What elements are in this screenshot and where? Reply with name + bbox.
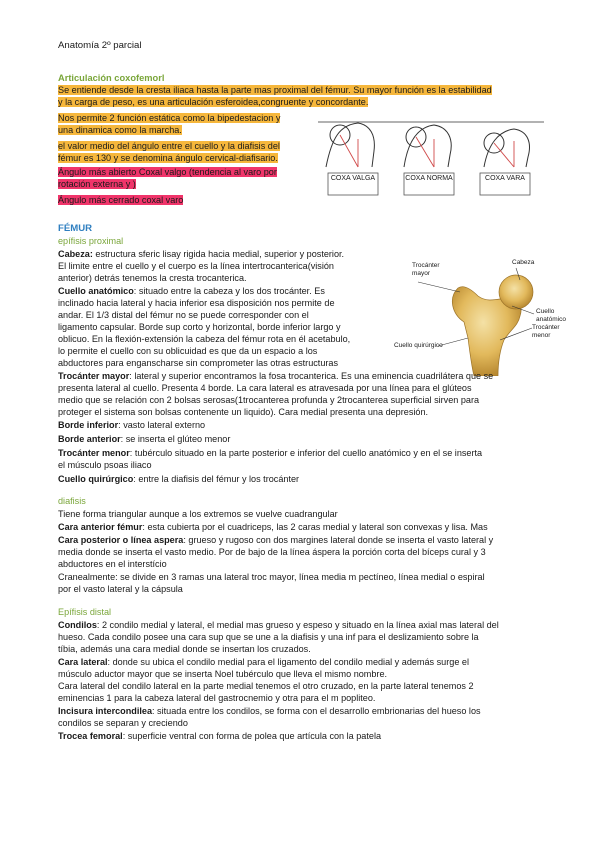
paragraph-line: Cuello anatómico: situado entre la cabeza y los dos trocánter. Es [58, 286, 325, 296]
subtitle-epifisis-proximal: epífisis proximal [58, 236, 124, 246]
femur-proximal-figure [394, 258, 564, 376]
paragraph-line: tíbia, además una cara medial donde se insertan los cruzados. [58, 644, 311, 654]
coxa-norma-label: COXA NORMA [405, 175, 453, 182]
paragraph-line: por el vasto lateral y la cápsula [58, 584, 183, 594]
paragraph-line: el músculo psoas iliaco [58, 460, 152, 470]
paragraph-line: media donde se inserta el vasto medio. Por de bajo de la línea áspera la porción corta del bíceps cural y 3 [58, 547, 486, 557]
paragraph-line: andar. El 1/3 distal del fémur no se puede corresponder con el [58, 310, 309, 320]
term-borde-inferior: Borde inferior [58, 420, 119, 430]
paragraph-line: Condilos: 2 condilo medial y lateral, el medial mas grueso y espeso y situado en la línea axial mas lateral del [58, 620, 499, 630]
term-cabeza: Cabeza: [58, 249, 93, 259]
paragraph-line: Incisura intercondilea: situada entre los condilos, se forma con el desarrollo embrionarias del hueso los [58, 706, 481, 716]
highlighted-line: Se entiende desde la cresta iliaca hasta la parte mas proximal del fémur. Su mayor función es la estabilidad [58, 85, 492, 95]
paragraph-line: Tiene forma triangular aunque a los extremos se vuelve cuadrangular [58, 509, 338, 519]
paragraph-line: lo permite el cuello con su oblicuidad es que da un espacio a los [58, 346, 318, 356]
paragraph-line: abductores para enganscharse sin comprometer las otras estructuras [58, 358, 339, 368]
paragraph-line: El limite entre el cuello y el cuerpo es la línea intertrocanterica(visión [58, 261, 334, 271]
coxa-angle-illustration [318, 117, 544, 203]
label-cuello-quirurgico: Cuello quirúrgico [394, 342, 443, 349]
paragraph-line: Cara lateral del condilo lateral en la parte medial tenemos el otro cruzado, en la parte lateral tenemos 2 [58, 681, 474, 691]
paragraph-line: abductores en el interstício [58, 559, 167, 569]
label-trocanter-mayor: Trocánter mayor [412, 262, 440, 277]
term-cara-posterior: Cara posterior o línea aspera [58, 535, 184, 545]
subtitle-epifisis-distal: Epífisis distal [58, 607, 112, 617]
coxa-vara-label: COXA VARA [485, 175, 525, 182]
paragraph-line: ligamento capsular. Borde sup corto y horizontal, borde inferior largo y [58, 322, 341, 332]
paragraph-line: Cara posterior o línea aspera: grueso y rugoso con dos margines lateral donde se inserta el vasto lateral y [58, 535, 494, 545]
subtitle-diafisis: diafisis [58, 496, 86, 506]
paragraph-line: oblicuo. En la flexión-extensión la cabeza del fémur rota en él acetabulo, [58, 334, 351, 344]
paragraph-line: presenta lateral al cuello. Presenta 4 borde. La cara lateral es atravesada por una línea para el glúteos [58, 383, 472, 393]
coxa-valga-label: COXA VALGA [330, 175, 376, 182]
label-cuello-anatomico: Cuello anatómico [536, 308, 566, 323]
term-cara-lateral: Cara lateral [58, 657, 108, 667]
paragraph-line: Cuello quirúrgico: entre la diafisis del fémur y los trocánter [58, 474, 300, 484]
paragraph-line: Trocea femoral: superficie ventral con forma de polea que artícula con la patela [58, 731, 382, 741]
term-trocanter-menor: Trocánter menor [58, 448, 130, 458]
coxa-angle-figure [318, 117, 544, 203]
term-borde-anterior: Borde anterior [58, 434, 121, 444]
paragraph-line: eminencias 1 para la cabeza lateral del gastrocnemio y otra para el m popliteo. [58, 693, 376, 703]
term-trocea-femoral: Trocea femoral [58, 731, 123, 741]
paragraph-line: proteger el sistema son bolsas contenente un liquido). Cara medial presenta una depresión. [58, 407, 429, 417]
paragraph-line: anterior) detrás tenemos la cresta trocanterica. [58, 273, 247, 283]
term-cara-anterior: Cara anterior fémur [58, 522, 143, 532]
paragraph-line: Cara anterior fémur: esta cubierta por el cuadriceps, las 2 caras medial y lateral son convexas y lisa. Mas [58, 522, 488, 532]
paragraph-line: Trocánter mayor: lateral y superior encontramos la fosa trocanterica. Es una eminencia cuadrilátera que se [58, 371, 494, 381]
paragraph-line: medio que se relación con 2 bolsas serosas(1trocanterea profunda y 2trocanterea superficial sirven para [58, 395, 480, 405]
highlighted-line: y la carga de peso, es una articulación esferoidea,congruente y concordante. [58, 97, 369, 107]
paragraph-line: inclinado hacia lateral y hacia inferior esa disposición nos permite de [58, 298, 335, 308]
highlighted-line: el valor medio del ángulo entre el cuello y la diafisis del [58, 141, 280, 151]
paragraph-line: Cara lateral: donde su ubica el condilo medial para el ligamento del condilo medial y además surge el [58, 657, 469, 667]
paragraph-line: Borde inferior: vasto lateral externo [58, 420, 206, 430]
term-incisura-intercondilea: Incisura intercondilea [58, 706, 152, 716]
highlighted-line: una dinamica como la marcha. [58, 125, 182, 135]
term-cuello-quirurgico: Cuello quirúrgico [58, 474, 134, 484]
label-cabeza: Cabeza [512, 259, 535, 266]
section-title-articulacion: Articulación coxofemorl [58, 73, 165, 83]
highlighted-line: Nos permite 2 función estática como la bipedestacion y [58, 113, 281, 123]
paragraph-line: músculo aductor mayor que se inserta Noel tubérculo que lleva el mismo nombre. [58, 669, 388, 679]
page-header: Anatomía 2º parcial [58, 40, 142, 51]
term-condilos: Condilos [58, 620, 97, 630]
highlighted-line: Ángulo más abierto Coxal valgo (tendencia al varo por [58, 167, 277, 177]
paragraph-line: Borde anterior: se inserta el glúteo menor [58, 434, 231, 444]
highlighted-line: rotación externa y ) [58, 179, 136, 189]
paragraph-line: Cabeza: estructura sferic lisay rigida hacia medial, superior y posterior. [58, 249, 345, 259]
term-cuello-anatomico: Cuello anatómico [58, 286, 134, 296]
highlighted-line: fémur es 130 y se denomina ángulo cervical-diafisario. [58, 153, 278, 163]
highlighted-line: Ángulo más cerrado coxal varo [58, 195, 184, 205]
paragraph-line: condilos se separan y creciendo [58, 718, 188, 728]
paragraph-line: Cranealmente: se divide en 3 ramas una lateral troc mayor, línea media m pectíneo, línea medial o espiral [58, 572, 485, 582]
term-trocanter-mayor: Trocánter mayor [58, 371, 130, 381]
label-trocanter-menor: Trocánter menor [532, 324, 560, 339]
paragraph-line: hueso. Cada condilo posee una cara sup que se une a la diafisis y una inf para el deslizamiento sobre la [58, 632, 479, 642]
paragraph-line: Trocánter menor: tubérculo situado en la parte posterior e inferior del cuello anatómico y en el se inserta [58, 448, 483, 458]
section-title-femur: FÉMUR [58, 223, 93, 234]
